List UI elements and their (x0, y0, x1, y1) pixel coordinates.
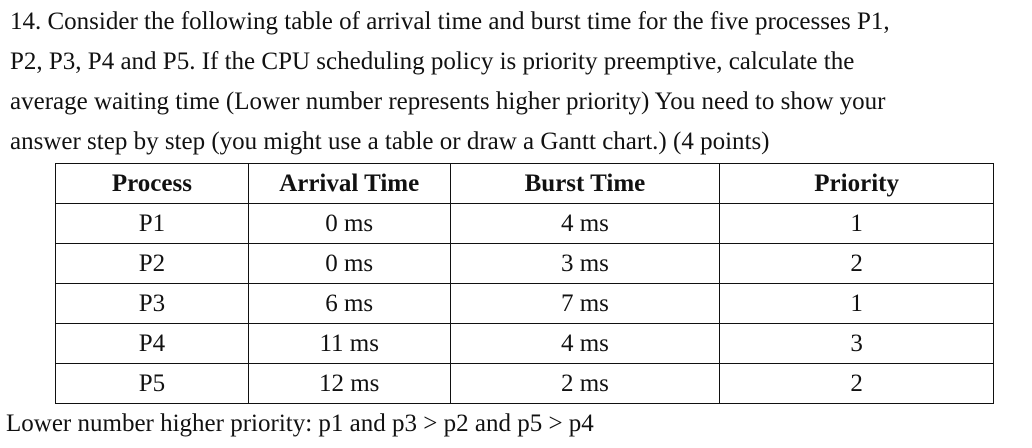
cell-burst-time: 4 ms (450, 204, 720, 244)
cell-burst-time: 4 ms (450, 324, 720, 364)
table-row (56, 284, 994, 324)
process-table (55, 163, 994, 404)
question-line: average waiting time (Lower number represents higher priority) You need to show your (10, 88, 886, 115)
header-process: Process (56, 164, 249, 204)
table-row (56, 244, 994, 284)
cell-process: P2 (56, 244, 249, 284)
cell-priority: 2 (720, 244, 994, 284)
header-arrival-time: Arrival Time (248, 164, 450, 204)
cell-arrival-time: 0 ms (248, 244, 450, 284)
cell-arrival-time: 12 ms (248, 364, 450, 404)
cell-priority: 1 (720, 204, 994, 244)
cell-priority: 3 (720, 324, 994, 364)
cell-process: P1 (56, 204, 249, 244)
cell-priority: 2 (720, 364, 994, 404)
header-burst-time: Burst Time (450, 164, 720, 204)
cell-burst-time: 2 ms (450, 364, 720, 404)
table-row (56, 204, 994, 244)
priority-note: Lower number higher priority: p1 and p3 > p2 and p5 > p4 (6, 410, 594, 437)
cell-process: P5 (56, 364, 249, 404)
table-row (56, 364, 994, 404)
table-row (56, 324, 994, 364)
cell-burst-time: 3 ms (450, 244, 720, 284)
question-line: 14. Consider the following table of arrival time and burst time for the five processes P1, (10, 8, 890, 35)
question-line: P2, P3, P4 and P5. If the CPU scheduling policy is priority preemptive, calculate the (10, 48, 855, 75)
cell-arrival-time: 0 ms (248, 204, 450, 244)
cell-arrival-time: 11 ms (248, 324, 450, 364)
header-priority: Priority (720, 164, 994, 204)
cell-arrival-time: 6 ms (248, 284, 450, 324)
cell-process: P4 (56, 324, 249, 364)
cell-burst-time: 7 ms (450, 284, 720, 324)
question-line: answer step by step (you might use a table or draw a Gantt chart.) (4 points) (10, 128, 770, 155)
table-header-row (56, 164, 994, 204)
cell-priority: 1 (720, 284, 994, 324)
question-text (10, 2, 1028, 162)
cell-process: P3 (56, 284, 249, 324)
